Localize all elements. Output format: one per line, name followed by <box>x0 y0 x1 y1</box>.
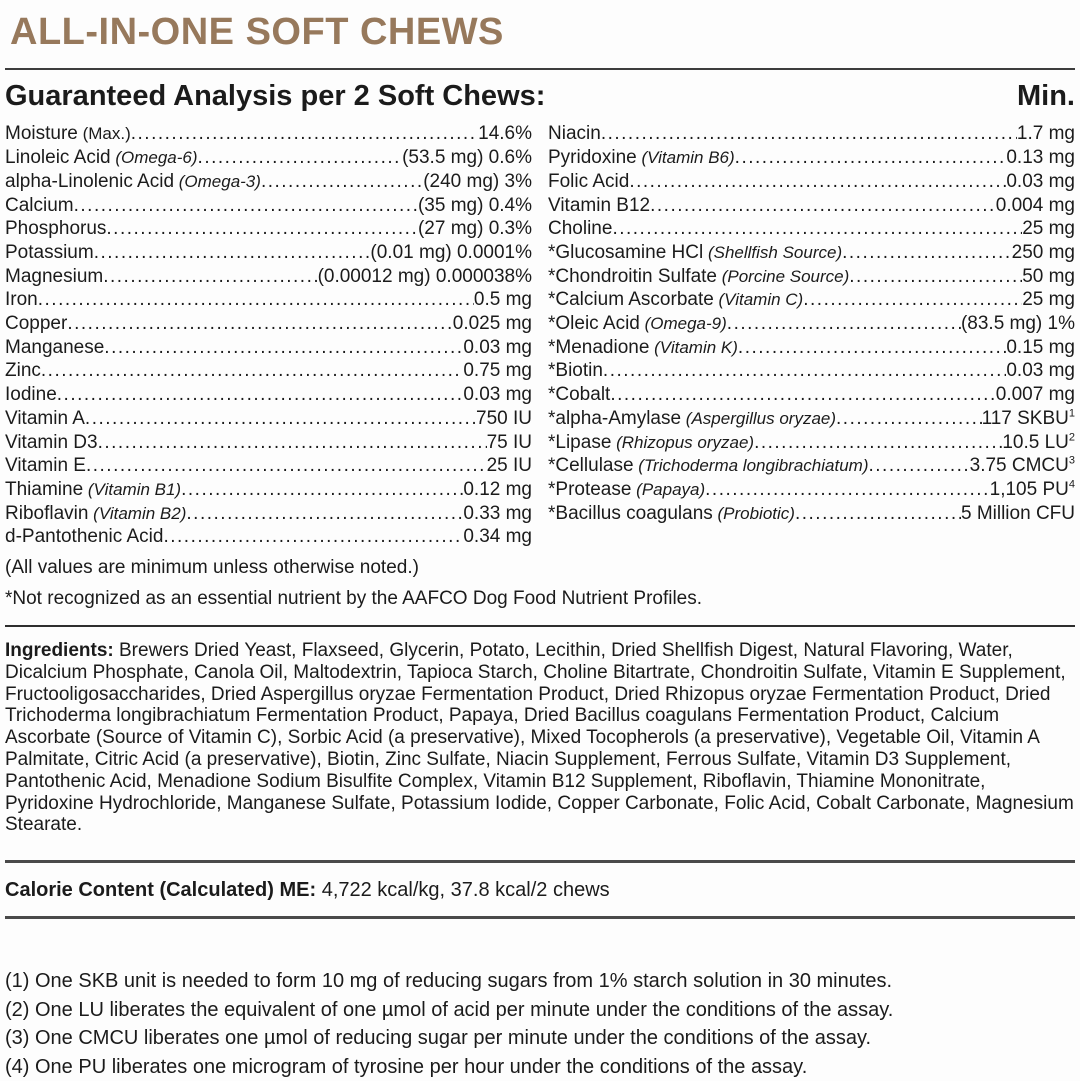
divider-below-calories <box>5 916 1075 919</box>
nutrient-label: Magnesium <box>5 265 104 287</box>
nutrient-value: 3.75 CMCU$^3$ <box>969 454 1075 477</box>
nutrient-row <box>5 217 532 241</box>
nutrient-label: *Protease (Papaya) <box>548 478 706 500</box>
minimum-values-note: (All values are minimum unless otherwise noted.) <box>5 557 419 579</box>
nutrient-note: (Trichoderma longibrachiatum) <box>633 456 869 476</box>
nutrient-row <box>548 502 1075 526</box>
nutrient-row <box>5 454 532 478</box>
dot-leader <box>610 383 995 407</box>
nutrient-label: Vitamin E <box>5 455 86 477</box>
nutrient-value: (35 mg) 0.4% <box>417 194 532 216</box>
nutrient-label: alpha-Linolenic Acid (Omega-3) <box>5 170 261 192</box>
nutrient-row <box>5 146 532 170</box>
nutrient-label: Iron <box>5 289 38 311</box>
dot-leader <box>727 312 961 336</box>
nutrient-label: Iodine <box>5 384 57 406</box>
nutrient-label: Copper <box>5 313 68 335</box>
nutrient-value: 0.5 mg <box>473 289 532 311</box>
nutrient-row <box>5 502 532 526</box>
footnote-marker: 1 <box>1068 407 1075 420</box>
dot-leader <box>849 265 1022 289</box>
nutrient-row <box>548 336 1075 360</box>
nutrient-row <box>5 431 532 455</box>
dot-leader <box>795 502 961 526</box>
ingredients-label: Ingredients: <box>5 640 114 662</box>
nutrient-row <box>5 312 532 336</box>
nutrient-value: 75 IU <box>486 431 532 453</box>
nutrient-value: (83.5 mg) 1% <box>960 313 1075 335</box>
nutrient-label: Thiamine (Vitamin B1) <box>5 478 182 500</box>
nutrient-row <box>548 146 1075 170</box>
ingredients-paragraph <box>5 640 1075 836</box>
nutrient-label: *Glucosamine HCl (Shellfish Source) <box>548 241 843 263</box>
nutrient-label: Manganese <box>5 336 105 358</box>
footnote-marker: 4 <box>1068 478 1075 491</box>
nutrient-row <box>5 407 532 431</box>
nutrient-value: 0.33 mg <box>463 502 532 524</box>
nutrient-label: *Cobalt <box>548 384 611 406</box>
calorie-content-label: Calorie Content (Calculated) ME: <box>5 879 317 902</box>
ingredients-text: Brewers Dried Yeast, Flaxseed, Glycerin, Potato, Lecithin, Dried Shellfish Digest, Natural Flavoring, Water, Dicalcium Phosphate, Canola Oil, Maltodextrin, Tapioca Starch, Choline Bitartrate, Chondroitin Sulfate, Vitamin E Supplement, Fructooligosaccharides, Dried Aspergillus oryzae Fermentation Product, Dried Rhizopus oryzae Fermentation Product, Dried Trichoderma longibrachiatum Fermentation Product, Papaya, Dried Bacillus coagulans Fermentation Product, Calcium Ascorbate (Source of Vitamin C), Sorbic Acid (a preservative), Mixed Tocopherols (a preservative), Vegetable Oil, Vitamin A Palmitate, Citric Acid (a preservative), Biotin, Zinc Sulfate, Niacin Supplement, Ferrous Sulfate, Vitamin D3 Supplement, Pantothenic Acid, Menadione Sodium Bisulfite Complex, Vitamin B12 Supplement, Riboflavin, Thiamine Mononitrate, Pyridoxine Hydrochloride, Manganese Sulfate, Potassium Iodide, Copper Carbonate, Folic Acid, Cobalt Carbonate, Magnesium Stearate. <box>5 640 1074 836</box>
dot-leader <box>868 454 969 478</box>
footnote-line: (3) One CMCU liberates one µmol of reducing sugar per minute under the conditions of the assay. <box>5 1027 872 1050</box>
dot-leader <box>601 122 1017 146</box>
dot-leader <box>131 122 478 146</box>
dot-leader <box>612 217 1022 241</box>
nutrient-label: *Cellulase (Trichoderma longibrachiatum) <box>548 455 869 477</box>
nutrient-label: Riboflavin (Vitamin B2) <box>5 502 187 524</box>
nutrient-value: 0.004 mg <box>995 194 1075 216</box>
nutrient-label: *Menadione (Vitamin K) <box>548 336 738 358</box>
footnote-line: (1) One SKB unit is needed to form 10 mg of reducing sugars from 1% starch solution in 30 minutes. <box>5 970 893 993</box>
nutrient-value: 14.6% <box>478 123 532 145</box>
nutrient-label: Phosphorus <box>5 218 107 240</box>
nutrient-value: (240 mg) 3% <box>423 170 532 192</box>
nutrient-value: 25 mg <box>1022 289 1075 311</box>
nutrient-note: (Rhizopus oryzae) <box>611 432 755 452</box>
nutrient-row <box>548 194 1075 218</box>
nutrient-row <box>548 122 1075 146</box>
nutrient-label: *Bacillus coagulans (Probiotic) <box>548 502 795 524</box>
dot-leader <box>735 146 1007 170</box>
nutrient-label: *Calcium Ascorbate (Vitamin C) <box>548 289 804 311</box>
nutrient-value: 5 Million CFU <box>960 502 1075 524</box>
nutrient-label: Zinc <box>5 360 41 382</box>
dot-leader <box>705 478 989 502</box>
dot-leader <box>38 288 474 312</box>
nutrient-row <box>548 431 1075 455</box>
nutrient-label: Folic Acid <box>548 170 630 192</box>
nutrient-value: 25 IU <box>486 455 532 477</box>
dot-leader <box>650 194 996 218</box>
nutrient-value: 0.03 mg <box>1006 360 1075 382</box>
nutrient-value: 0.12 mg <box>463 478 532 500</box>
nutrient-value: 0.15 mg <box>1006 336 1075 358</box>
dot-leader <box>186 502 463 526</box>
nutrient-label: Vitamin D3 <box>5 431 98 453</box>
nutrient-value: 0.13 mg <box>1006 147 1075 169</box>
calorie-content-value: 4,722 kcal/kg, 37.8 kcal/2 chews <box>316 879 610 902</box>
nutrient-row <box>5 170 532 194</box>
footnote-marker: 2 <box>1068 431 1075 444</box>
nutrient-label: *alpha-Amylase (Aspergillus oryzae) <box>548 407 837 429</box>
dot-leader <box>85 407 476 431</box>
dot-leader <box>198 146 403 170</box>
nutrient-value: 0.75 mg <box>463 360 532 382</box>
guaranteed-analysis-heading: Guaranteed Analysis per 2 Soft Chews: <box>5 79 546 112</box>
dot-leader <box>94 241 371 265</box>
nutrient-row <box>5 478 532 502</box>
dot-leader <box>98 431 487 455</box>
dot-leader <box>803 288 1022 312</box>
nutrient-value: 117 SKBU$^1$ <box>981 407 1075 429</box>
nutrient-row <box>5 122 532 146</box>
guaranteed-analysis-table <box>5 122 1075 549</box>
nutrient-row <box>548 265 1075 289</box>
nutrient-value: 0.34 mg <box>463 526 532 548</box>
nutrient-row <box>548 383 1075 407</box>
nutrient-row <box>548 478 1075 502</box>
nutrient-note: (Vitamin B2) <box>88 503 187 523</box>
nutrient-value: (27 mg) 0.3% <box>417 218 532 240</box>
nutrient-note: (Omega-9) <box>639 314 727 334</box>
dot-leader <box>103 265 317 289</box>
nutrient-value: (0.01 mg) 0.0001% <box>370 241 532 263</box>
nutrient-note: (Vitamin C) <box>713 290 804 310</box>
nutrient-label: Moisture (Max.) <box>5 123 131 145</box>
nutrient-note: (Probiotic) <box>712 503 795 523</box>
nutrient-value: 1,105 $PU^4$ <box>989 478 1075 500</box>
nutrient-row <box>5 288 532 312</box>
nutrient-row <box>548 312 1075 336</box>
nutrient-value: 0.007 mg <box>995 384 1075 406</box>
dot-leader <box>629 170 1006 194</box>
nutrient-note: (Vitamin B1) <box>83 479 182 499</box>
nutrient-row <box>548 407 1075 431</box>
nutrient-value: 50 mg <box>1022 265 1075 287</box>
divider-above-ingredients <box>5 625 1075 627</box>
calorie-content-line <box>5 878 1075 902</box>
footnote-line: (4) One PU liberates one microgram of tyrosine per hour under the conditions of the assay. <box>5 1055 808 1078</box>
page-title: ALL-IN-ONE SOFT CHEWS <box>10 11 504 53</box>
dot-leader <box>86 454 487 478</box>
nutrient-row <box>5 525 532 549</box>
aafco-note: *Not recognized as an essential nutrient by the AAFCO Dog Food Nutrient Profiles. <box>5 588 703 610</box>
dot-leader <box>106 217 418 241</box>
nutrient-row <box>5 194 532 218</box>
nutrient-label: Linoleic Acid (Omega-6) <box>5 147 198 169</box>
nutrient-note: (Vitamin B6) <box>636 148 735 168</box>
dot-leader <box>57 383 464 407</box>
nutrient-label: Vitamin A <box>5 407 85 429</box>
dot-leader <box>41 359 463 383</box>
nutrient-value: 0.03 mg <box>463 336 532 358</box>
nutrient-label: Calcium <box>5 194 74 216</box>
nutrient-value: (53.5 mg) 0.6% <box>402 147 532 169</box>
min-column-label: Min. <box>1017 79 1075 112</box>
divider-above-calories <box>5 860 1075 863</box>
nutrient-column-left <box>5 122 532 549</box>
nutrient-note: (Shellfish Source) <box>703 242 843 262</box>
nutrient-note: (Papaya) <box>631 479 706 499</box>
nutrient-label: *Chondroitin Sulfate (Porcine Source) <box>548 265 850 287</box>
dot-leader <box>261 170 423 194</box>
nutrient-row <box>548 359 1075 383</box>
nutrient-value: 10.5 $LU^2$ <box>1002 431 1075 453</box>
nutrient-value: 0.025 mg <box>452 313 532 335</box>
nutrient-column-right <box>548 122 1075 549</box>
nutrient-value: 0.03 mg <box>1006 170 1075 192</box>
nutrient-label: Vitamin B12 <box>548 194 651 216</box>
nutrient-label: *Lipase (Rhizopus oryzae) <box>548 431 755 453</box>
nutrient-label: Pyridoxine (Vitamin B6) <box>548 147 735 169</box>
divider-under-title <box>5 68 1075 70</box>
nutrient-value: (0.00012 mg) 0.000038% <box>317 265 532 287</box>
dot-leader <box>754 431 1002 455</box>
footnotes-section <box>5 967 1075 1081</box>
nutrient-value: 750 IU <box>476 407 532 429</box>
dot-leader <box>603 359 1006 383</box>
footnote-marker: 3 <box>1068 454 1075 467</box>
nutrient-row <box>548 217 1075 241</box>
footnote-line: (2) One LU liberates the equivalent of one µmol of acid per minute under the conditions of the assay. <box>5 998 894 1021</box>
nutrient-value: 0.03 mg <box>463 384 532 406</box>
nutrient-row <box>5 383 532 407</box>
nutrient-value: 1.7 mg <box>1016 123 1075 145</box>
dot-leader <box>163 525 463 549</box>
dot-leader <box>67 312 452 336</box>
nutrient-value: 25 mg <box>1022 218 1075 240</box>
dot-leader <box>842 241 1012 265</box>
dot-leader <box>74 194 418 218</box>
nutrient-row <box>548 170 1075 194</box>
nutrient-row <box>5 265 532 289</box>
nutrient-row <box>548 454 1075 478</box>
nutrient-row <box>5 241 532 265</box>
dot-leader <box>738 336 1006 360</box>
nutrient-value: 250 mg <box>1011 241 1075 263</box>
nutrient-label: *Biotin <box>548 360 603 382</box>
nutrient-row <box>5 359 532 383</box>
guaranteed-analysis-header <box>5 79 1075 114</box>
nutrient-note: (Omega-6) <box>110 148 198 168</box>
nutrient-note: (Aspergillus oryzae) <box>681 408 837 428</box>
dot-leader <box>836 407 982 431</box>
nutrient-row <box>548 241 1075 265</box>
nutrient-label: Niacin <box>548 123 601 145</box>
nutrient-note: (Vitamin K) <box>649 337 738 357</box>
nutrient-label: Choline <box>548 218 613 240</box>
dot-leader <box>181 478 463 502</box>
dot-leader <box>104 336 463 360</box>
nutrient-label: Potassium <box>5 241 94 263</box>
nutrient-row <box>5 336 532 360</box>
nutrient-row <box>548 288 1075 312</box>
nutrient-note: (Max.) <box>77 124 131 144</box>
nutrient-note: (Porcine Source) <box>717 266 850 286</box>
nutrient-label: d-Pantothenic Acid <box>5 526 164 548</box>
nutrient-note: (Omega-3) <box>174 171 261 191</box>
nutrient-label: *Oleic Acid (Omega-9) <box>548 313 727 335</box>
